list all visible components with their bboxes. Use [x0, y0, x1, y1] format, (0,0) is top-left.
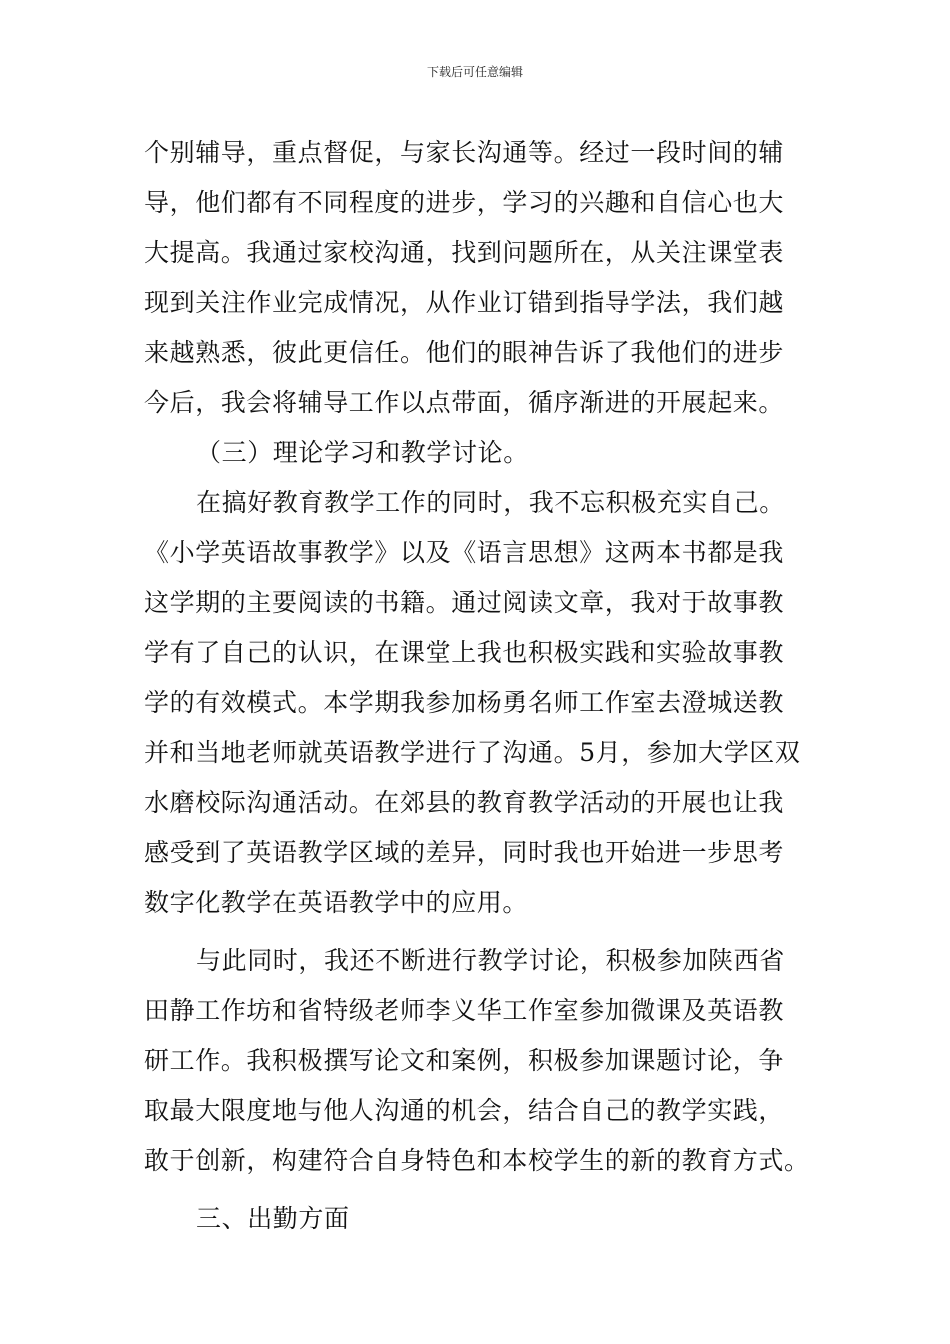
page-header-note: 下载后可任意编辑 — [426, 65, 523, 79]
text-line: 数字化教学在英语教学中的应用。 — [144, 888, 529, 917]
text-line: 取最大限度地与他人沟通的机会，结合自己的教学实践， — [144, 1096, 785, 1125]
text-line: 个别辅导，重点督促，与家长沟通等。经过一段时间的辅 — [144, 138, 785, 167]
text-line: 水磨校际沟通活动。在郊县的教育教学活动的开展也让我 — [144, 788, 785, 817]
text-line: 大提高。我通过家校沟通，找到问题所在，从关注课堂表 — [144, 238, 785, 267]
text-line: 田静工作坊和省特级老师李义华工作室参加微课及英语教 — [144, 996, 785, 1025]
section-heading: （三）理论学习和教学讨论。 — [196, 438, 529, 467]
paragraph-first-line: 在搞好教育教学工作的同时，我不忘积极充实自己。 — [196, 488, 785, 517]
text-line: 现到关注作业完成情况，从作业订错到指导学法，我们越 — [144, 288, 785, 317]
document-body — [144, 128, 814, 1244]
text-line: 导，他们都有不同程度的进步，学习的兴趣和自信心也大 — [144, 188, 785, 217]
text-line: 今后，我会将辅导工作以点带面，循序渐进的开展起来。 — [144, 388, 785, 417]
text-line: 研工作。我积极撰写论文和案例，积极参加课题讨论，争 — [144, 1046, 785, 1075]
text-line: 《小学英语故事教学》以及《语言思想》这两本书都是我 — [144, 538, 785, 567]
text-line: 并和当地老师就英语教学进行了沟通。5月，参加大学区双 — [144, 738, 801, 767]
text-line: 敢于创新，构建符合自身特色和本校学生的新的教育方式。 — [144, 1146, 810, 1175]
section-heading: 三、出勤方面 — [196, 1204, 350, 1233]
text-line: 学的有效模式。本学期我参加杨勇名师工作室去澄城送教 — [144, 688, 785, 717]
text-line: 感受到了英语教学区域的差异，同时我也开始进一步思考 — [144, 838, 785, 867]
text-line: 来越熟悉，彼此更信任。他们的眼神告诉了我他们的进步 — [144, 338, 785, 367]
paragraph-first-line: 与此同时，我还不断进行教学讨论，积极参加陕西省 — [196, 946, 785, 975]
text-line: 这学期的主要阅读的书籍。通过阅读文章，我对于故事教 — [144, 588, 785, 617]
text-line: 学有了自己的认识，在课堂上我也积极实践和实验故事教 — [144, 638, 785, 667]
